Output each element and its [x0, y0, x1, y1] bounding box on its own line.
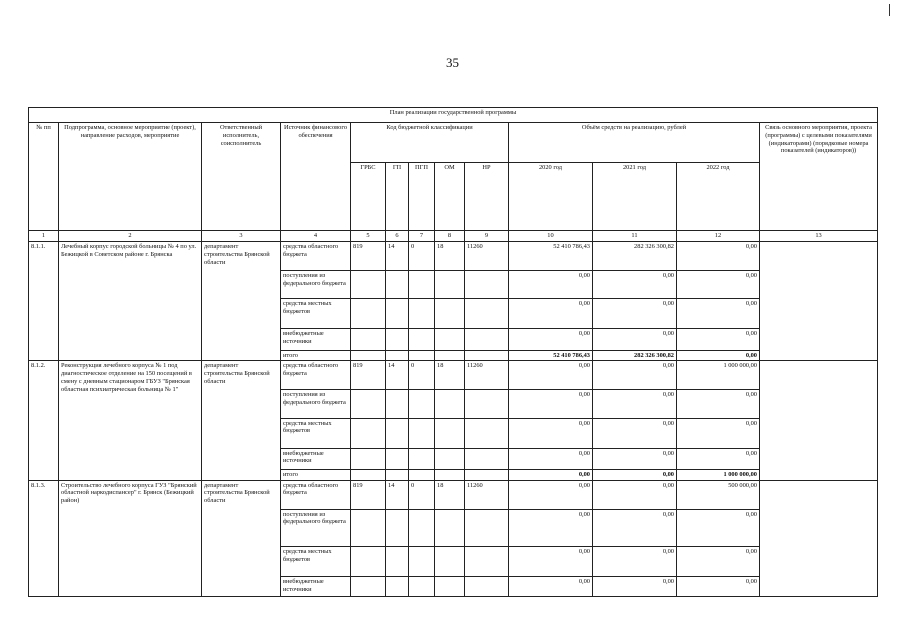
- row-2020: 52 410 786,43: [509, 350, 593, 361]
- row-nr: 11260: [465, 242, 509, 271]
- row-source: средства местных бюджетов: [281, 546, 351, 576]
- header-link: Связь основного мероприятия, проекта (программы) с целевыми показателями (индикаторами) (порядковые номера показателей (индикаторов)): [760, 123, 878, 231]
- header-program: Подпрограмма, основное мероприятие (проект), направление расходов, мероприятие: [59, 123, 202, 231]
- header-budget-code: Код бюджетной классификации: [351, 123, 509, 163]
- row-source: средства местных бюджетов: [281, 299, 351, 329]
- row-source: поступления из федерального бюджета: [281, 390, 351, 418]
- page-edge-mark: [889, 4, 890, 16]
- row-gp: 14: [386, 242, 409, 271]
- row-2020: 0,00: [509, 329, 593, 350]
- header-gp: ГП: [386, 163, 409, 231]
- table-body: [29, 108, 878, 597]
- row-2020: 0,00: [509, 546, 593, 576]
- row-num: 8.1.2.: [29, 361, 59, 480]
- header-executor: Ответственный исполнитель, соисполнитель: [202, 123, 281, 231]
- row-om: 18: [435, 361, 465, 390]
- col-number: 9: [465, 231, 509, 242]
- row-source: средства областного бюджета: [281, 480, 351, 509]
- header-volume: Объём средств на реализацию, рублей: [509, 123, 760, 163]
- row-2022: 500 000,00: [677, 480, 760, 509]
- row-2020: 0,00: [509, 299, 593, 329]
- col-number: 12: [677, 231, 760, 242]
- row-source: средства областного бюджета: [281, 242, 351, 271]
- row-2020: 0,00: [509, 271, 593, 299]
- header-source: Источник финансового обеспечения: [281, 123, 351, 231]
- row-2020: 0,00: [509, 418, 593, 448]
- table-row: [29, 242, 878, 271]
- row-2022: 0,00: [677, 271, 760, 299]
- row-2021: 0,00: [593, 448, 677, 469]
- row-2021: 0,00: [593, 361, 677, 390]
- row-source: итого: [281, 350, 351, 361]
- col-number: 11: [593, 231, 677, 242]
- row-2022: 0,00: [677, 576, 760, 596]
- row-2021: 0,00: [593, 480, 677, 509]
- row-pgp: 0: [409, 242, 435, 271]
- row-executor: департамент строительства Брянской области: [202, 242, 281, 361]
- row-2020: 0,00: [509, 576, 593, 596]
- col-number: 4: [281, 231, 351, 242]
- row-2020: 0,00: [509, 480, 593, 509]
- row-source: поступления из федерального бюджета: [281, 271, 351, 299]
- table-caption: План реализации государственной программы: [29, 108, 878, 123]
- header-2022: 2022 год: [677, 163, 760, 231]
- row-grbs: 819: [351, 242, 386, 271]
- column-numbers-row: [29, 231, 878, 242]
- row-2021: 0,00: [593, 271, 677, 299]
- row-2022: 0,00: [677, 509, 760, 546]
- row-2021: 0,00: [593, 418, 677, 448]
- row-source: средства областного бюджета: [281, 361, 351, 390]
- row-name: Реконструкция лечебного корпуса № 1 под диагностическое отделение на 150 посещений в смену с дневным стационаром ГБУЗ "Брянская областная психиатрическая больница № 1": [59, 361, 202, 480]
- row-2022: 0,00: [677, 299, 760, 329]
- col-number: 7: [409, 231, 435, 242]
- row-2021: 282 326 300,82: [593, 242, 677, 271]
- row-2021: 0,00: [593, 469, 677, 480]
- row-2020: 0,00: [509, 469, 593, 480]
- row-2022: 0,00: [677, 546, 760, 576]
- row-gp: 14: [386, 480, 409, 509]
- row-num: 8.1.3.: [29, 480, 59, 596]
- row-2021: 0,00: [593, 299, 677, 329]
- row-2022: 0,00: [677, 390, 760, 418]
- header-2020: 2020 год: [509, 163, 593, 231]
- row-executor: департамент строительства Брянской области: [202, 480, 281, 596]
- row-link: [760, 361, 878, 480]
- row-2020: 0,00: [509, 390, 593, 418]
- row-2021: 0,00: [593, 329, 677, 350]
- row-2020: 0,00: [509, 509, 593, 546]
- table-row: [29, 480, 878, 509]
- col-number: 1: [29, 231, 59, 242]
- row-2022: 0,00: [677, 418, 760, 448]
- row-source: внебюджетные источники: [281, 329, 351, 350]
- caption-row: [29, 108, 878, 123]
- header-om: ОМ: [435, 163, 465, 231]
- row-link: [760, 480, 878, 596]
- row-nr: 11260: [465, 361, 509, 390]
- row-nr: 11260: [465, 480, 509, 509]
- col-number: 6: [386, 231, 409, 242]
- row-executor: департамент строительства Брянской области: [202, 361, 281, 480]
- row-2022: 0,00: [677, 329, 760, 350]
- header-nr: НР: [465, 163, 509, 231]
- row-gp: 14: [386, 361, 409, 390]
- row-2022: 0,00: [677, 242, 760, 271]
- header-num: № пп: [29, 123, 59, 231]
- page-number: 35: [446, 55, 459, 70]
- col-number: 8: [435, 231, 465, 242]
- row-source: поступления из федерального бюджета: [281, 509, 351, 546]
- header-row-1: [29, 123, 878, 163]
- row-2021: 0,00: [593, 509, 677, 546]
- row-source: итого: [281, 469, 351, 480]
- col-number: 13: [760, 231, 878, 242]
- row-pgp: 0: [409, 480, 435, 509]
- row-2021: 282 326 300,82: [593, 350, 677, 361]
- header-pgp: ПГП: [409, 163, 435, 231]
- row-om: 18: [435, 242, 465, 271]
- row-source: средства местных бюджетов: [281, 418, 351, 448]
- row-grbs: 819: [351, 361, 386, 390]
- row-source: внебюджетные источники: [281, 576, 351, 596]
- row-source: внебюджетные источники: [281, 448, 351, 469]
- row-2022: 1 000 000,00: [677, 469, 760, 480]
- row-name: Лечебный корпус городской больницы № 4 по ул. Бежицкой в Советском районе г. Брянска: [59, 242, 202, 361]
- row-link: [760, 242, 878, 361]
- row-2021: 0,00: [593, 576, 677, 596]
- row-2020: 0,00: [509, 448, 593, 469]
- col-number: 3: [202, 231, 281, 242]
- plan-table: [28, 107, 878, 597]
- col-number: 5: [351, 231, 386, 242]
- row-2021: 0,00: [593, 546, 677, 576]
- table-row: [29, 361, 878, 390]
- row-grbs: 819: [351, 480, 386, 509]
- row-2022: 0,00: [677, 448, 760, 469]
- row-2022: 1 000 000,00: [677, 361, 760, 390]
- header-2021: 2021 год: [593, 163, 677, 231]
- row-name: Строительство лечебного корпуса ГУЗ "Брянский областной наркодиспансер" г. Брянск (Бежицкий район): [59, 480, 202, 596]
- row-num: 8.1.1.: [29, 242, 59, 361]
- row-2020: 0,00: [509, 361, 593, 390]
- row-om: 18: [435, 480, 465, 509]
- row-pgp: 0: [409, 361, 435, 390]
- header-grbs: ГРБС: [351, 163, 386, 231]
- row-2022: 0,00: [677, 350, 760, 361]
- row-2020: 52 410 786,43: [509, 242, 593, 271]
- col-number: 10: [509, 231, 593, 242]
- row-2021: 0,00: [593, 390, 677, 418]
- col-number: 2: [59, 231, 202, 242]
